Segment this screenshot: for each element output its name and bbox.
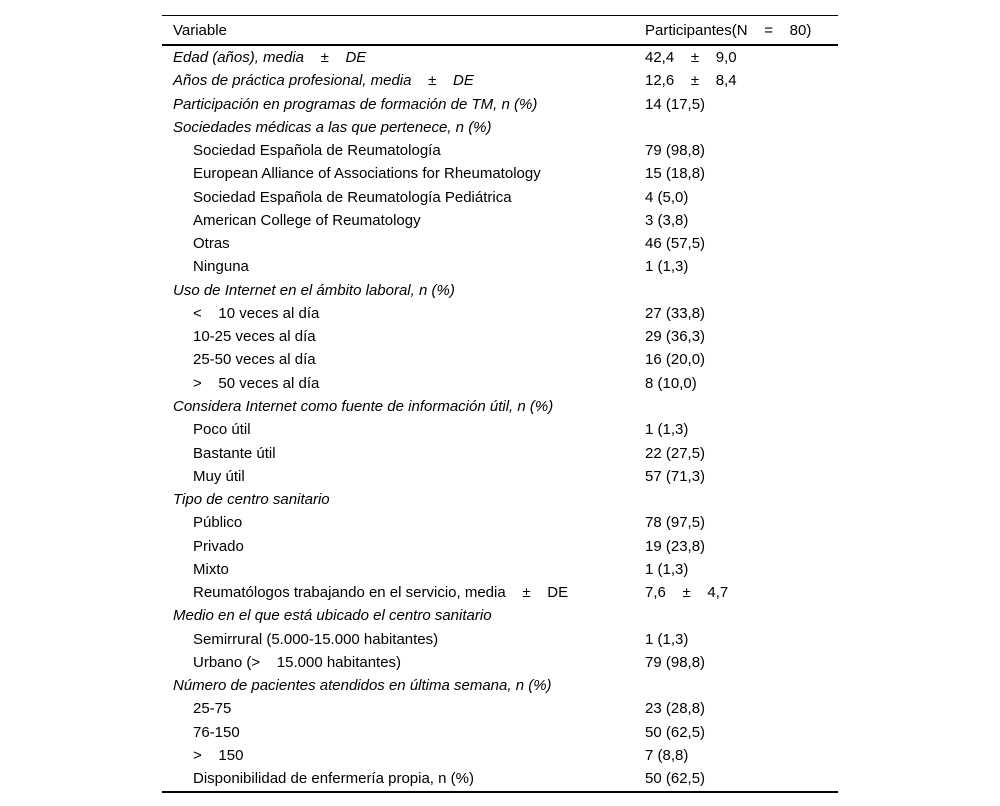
table-row (162, 744, 838, 767)
row-label: Ninguna (193, 258, 249, 276)
table-row (162, 697, 838, 720)
row-label: Edad (años), media ± DE (173, 49, 367, 66)
row-label: Considera Internet como fuente de información útil, n (%) (173, 397, 554, 415)
participants-table (162, 15, 838, 793)
row-value: 16 (20,0) (645, 351, 706, 369)
row-label: < 10 veces al día (193, 304, 320, 322)
row-label: Público (193, 514, 243, 532)
row-label: 25-75 (193, 700, 232, 718)
row-value: 79 (98,8) (645, 653, 706, 671)
row-label: Bastante útil (193, 444, 276, 462)
table-row (162, 465, 838, 488)
row-value: 8 (10,0) (645, 374, 697, 392)
row-label: 76-150 (193, 723, 240, 741)
table-row (162, 46, 838, 69)
row-label: Número de pacientes atendidos en última semana, n (%) (173, 677, 552, 695)
table-row (162, 348, 838, 371)
row-value: 7,6 ± 4,7 (645, 584, 729, 602)
row-value: 3 (3,8) (645, 211, 689, 229)
row-label: Mixto (193, 560, 229, 578)
table-row (162, 442, 838, 465)
table-row (162, 69, 838, 92)
table-row (162, 139, 838, 162)
table-row (162, 558, 838, 581)
table-row (162, 604, 838, 627)
row-value: 7 (8,8) (645, 746, 689, 764)
row-label: 10-25 veces al día (193, 328, 316, 346)
row-label: European Alliance of Associations for Rheumatology (193, 165, 541, 183)
row-value: 50 (62,5) (645, 770, 706, 788)
table-row (162, 186, 838, 209)
row-label: Tipo de centro sanitario (173, 491, 330, 509)
row-label: Sociedades médicas a las que pertenece, n (%) (173, 118, 492, 136)
row-value: 4 (5,0) (645, 188, 689, 206)
table-row (162, 255, 838, 278)
row-value: 22 (27,5) (645, 444, 706, 462)
row-value: 50 (62,5) (645, 723, 706, 741)
table-row (162, 581, 838, 604)
row-value: 1 (1,3) (645, 560, 689, 578)
row-label: Participación en programas de formación de TM, n (%) (173, 95, 538, 113)
row-label: American College of Reumatology (193, 211, 421, 229)
table-row (162, 674, 838, 697)
table-row (162, 488, 838, 511)
row-label: Semirrural (5.000-15.000 habitantes) (193, 630, 439, 648)
table-body (162, 46, 838, 791)
row-value: 23 (28,8) (645, 700, 706, 718)
row-label: > 150 (193, 746, 244, 764)
row-value: 12,6 ± 8,4 (645, 72, 737, 90)
row-label: Sociedad Española de Reumatología (193, 142, 441, 160)
row-value: 78 (97,5) (645, 514, 706, 532)
row-value: 1 (1,3) (645, 421, 689, 439)
row-value: 27 (33,8) (645, 304, 706, 322)
row-label: > 50 veces al día (193, 374, 320, 392)
table-row (162, 628, 838, 651)
variable-column-header: Variable (173, 21, 227, 39)
row-label: Otras (193, 235, 230, 253)
row-label: Sociedad Española de Reumatología Pediátrica (193, 188, 512, 206)
table-row (162, 93, 838, 116)
table-row (162, 372, 838, 395)
row-label: 25-50 veces al día (193, 351, 316, 369)
table-row (162, 395, 838, 418)
row-value: 1 (1,3) (645, 258, 689, 276)
row-value: 57 (71,3) (645, 467, 706, 485)
table-row (162, 279, 838, 302)
table-row (162, 302, 838, 325)
table-row (162, 209, 838, 232)
table-row (162, 116, 838, 139)
row-value: 79 (98,8) (645, 142, 706, 160)
row-label: Uso de Internet en el ámbito laboral, n (%) (173, 281, 455, 299)
row-value: 29 (36,3) (645, 328, 706, 346)
row-label: Muy útil (193, 467, 245, 485)
row-label: Privado (193, 537, 244, 555)
table-row (162, 535, 838, 558)
row-label: Urbano (> 15.000 habitantes) (193, 653, 402, 671)
row-value: 46 (57,5) (645, 235, 706, 253)
table-row (162, 162, 838, 185)
participants-column-header: Participantes(N = 80) (645, 21, 812, 39)
row-label: Medio en el que está ubicado el centro sanitario (173, 607, 492, 625)
table-row (162, 651, 838, 674)
row-value: 14 (17,5) (645, 95, 706, 113)
table-row (162, 511, 838, 534)
row-label: Años de práctica profesional, media ± DE (173, 72, 474, 90)
row-label: Disponibilidad de enfermería propia, n (%) (193, 770, 474, 788)
table-row (162, 232, 838, 255)
row-value: 15 (18,8) (645, 165, 706, 183)
row-label: Reumatólogos trabajando en el servicio, media ± DE (193, 584, 569, 602)
table-row (162, 767, 838, 790)
row-label: Poco útil (193, 421, 251, 439)
row-value: 19 (23,8) (645, 537, 706, 555)
table-header-row (162, 16, 838, 46)
table-row (162, 418, 838, 441)
row-value: 1 (1,3) (645, 630, 689, 648)
table-row (162, 721, 838, 744)
table-row (162, 325, 838, 348)
row-value: 42,4 ± 9,0 (645, 49, 737, 66)
